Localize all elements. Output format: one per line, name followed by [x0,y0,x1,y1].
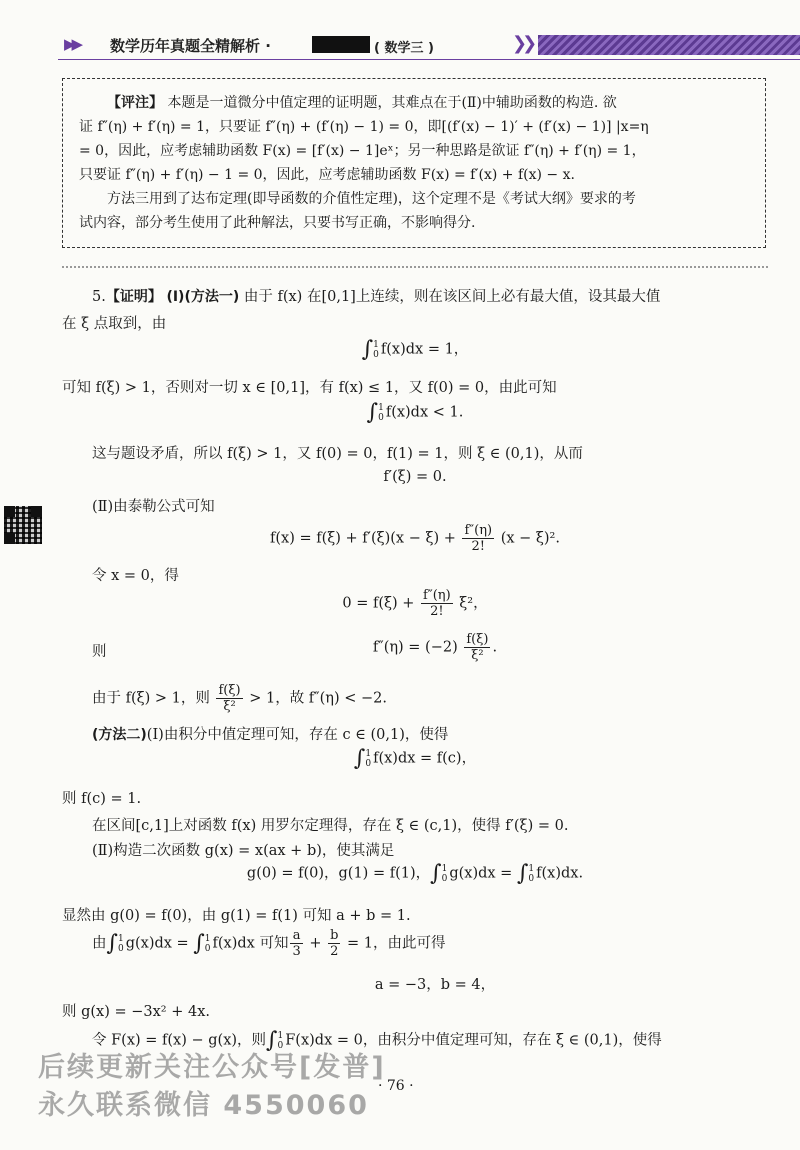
dotted-divider [62,266,768,268]
equation: a = −3，b = 4， [374,977,496,993]
eq-text: . [492,639,498,656]
eq-text: g(x)dx = [449,865,513,882]
header-rule [58,59,800,60]
proof-line [92,285,660,306]
proof-line [92,683,387,714]
book-subtitle: ( 数学三 ) [374,41,434,56]
denominator: 2 [330,944,339,959]
proof-line [92,928,446,959]
proof-line: 这与题设矛盾，所以 f(ξ) > 1，又 f(0) = 0，f(1) = 1，则 ξ ∈ (0,1)，从而 [92,446,583,462]
text: f(x)dx 可知 [212,935,289,952]
integral-limits: 1 0 [441,863,448,884]
integral-sign: ∫ [366,400,379,425]
equation [62,861,768,886]
proof-line: 显然由 g(0) = f(0)，由 g(1) = f(1) 可知 a + b = 1. [62,908,411,924]
eq-text: f(x) = f(ξ) + f′(ξ)(x − ξ) + [270,530,456,547]
proof-line: 令 x = 0，得 [92,568,179,584]
denominator: 2! [471,539,486,554]
denominator: ξ² [471,648,484,663]
integral-limits: 1 0 [365,748,372,769]
numerator: f″(η) [423,588,451,603]
fraction [421,588,453,619]
problem-number: 5. [92,289,106,305]
eq-text: (x − ξ)². [500,530,560,547]
eq-text: g(0) = f(0)，g(1) = f(1)， [246,865,431,882]
equation [82,632,788,663]
note-line [79,91,751,115]
fraction [290,928,302,959]
page-number: · 76 · [378,1078,414,1094]
chevron-right-icon: ❯❯ [512,33,533,54]
note-text: 方法三用到了达布定理(即导函数的介值性定理)，这个定理不是《考试大纲》要求的考 [107,191,636,207]
note-text: 只要证 f″(η) + f′(η) − 1 = 0，因此，应考虑辅助函数 F(x) = f′(x) + f(x) − x. [79,167,575,183]
proof-line [92,723,448,744]
eq-text: f(x)dx = f(c)， [373,750,477,767]
numerator: b [330,928,339,943]
double-arrow-icon: ▶▶ [64,35,80,53]
integral-sign: ∫ [106,931,118,956]
proof-line: 在区间[c,1]上对函数 f(x) 用罗尔定理得，存在 ξ ∈ (c,1)，使得 f′(ξ) = 0. [92,818,569,834]
denominator: 3 [292,944,301,959]
integral-sign: ∫ [516,861,529,886]
note-text: 本题是一道微分中值定理的证明题，其难点在于(Ⅱ)中辅助函数的构造. 欲 [167,95,617,111]
book-title: 数学历年真题全精解析 · [110,37,271,55]
text: 由 [92,935,107,952]
integral-limits: 1 0 [204,933,211,954]
proof-line: 则 f(c) = 1. [62,791,142,807]
integral-sign: ∫ [353,746,366,771]
fraction [464,632,490,663]
numerator: f(ξ) [466,632,489,647]
proof-line: 可知 f(ξ) > 1，否则对一切 x ∈ [0,1]，有 f(x) ≤ 1，又 f(0) = 0，由此可知 [62,380,557,396]
note-text: = 0，因此，应考虑辅助函数 F(x) = [f′(x) − 1]eˣ；另一种思路是欲证 f″(η) + f′(η) = 1， [79,143,646,159]
proof-line: 则 g(x) = −3x² + 4x. [62,1004,210,1020]
denominator: 2! [430,604,444,619]
fraction [462,523,494,554]
eq-text: f(x)dx. [536,865,584,882]
proof-line: 在 ξ 点取到，由 [62,316,167,332]
eq-text: ξ²， [459,595,488,612]
note-text: 证 f″(η) + f′(η) = 1，只要证 f″(η) + (f′(η) − 1) = 0，即[(f′(x) − 1)′ + (f′(x) − 1)] |x=η [79,119,649,135]
integral-sign: ∫ [266,1028,278,1053]
text: + [309,935,322,952]
text: F(x)dx = 0，由积分中值定理可知，存在 ξ ∈ (0,1)，使得 [285,1032,662,1049]
qr-code [4,506,42,544]
proof-line: (Ⅱ)构造二次函数 g(x) = x(ax + b)，使其满足 [92,843,395,859]
integral-sign: ∫ [361,337,374,362]
integral-sign: ∫ [430,861,442,886]
equation: f′(ξ) = 0. [383,469,447,485]
text: g(x)dx = [125,935,189,952]
numerator: a [290,928,302,944]
text: 令 F(x) = f(x) − g(x)，则 [92,1032,267,1049]
eq-text: 0 = f(ξ) + [342,595,415,612]
equation [62,337,768,362]
proof-line: (Ⅱ)由泰勒公式可知 [92,499,215,515]
integral-limits: 1 0 [528,863,535,884]
equation [62,523,768,554]
equation [62,400,768,425]
watermark-line: 永久联系微信 4550060 [38,1090,369,1121]
denominator: ξ² [223,699,236,714]
proof-line: 则 [92,644,107,660]
text: 由于 f(ξ) > 1，则 [92,690,210,707]
note-text: 试内容，部分考生使用了此种解法，只要书写正确，不影响得分. [79,215,476,231]
equation [62,588,768,619]
comment-box [62,78,766,248]
text: (Ⅰ)由积分中值定理可知，存在 c ∈ (0,1)，使得 [146,727,449,743]
integral-limits: 1 0 [117,933,124,954]
numerator: f″(η) [464,523,493,538]
header-decor-bar [538,35,800,55]
integral-limits: 1 0 [277,1030,284,1051]
text: 由于 f(x) 在[0,1]上连续，则在该区间上必有最大值，设其最大值 [243,289,661,305]
redaction-block [312,36,370,53]
page-header [58,30,800,60]
note-label: 【评注】 [107,95,163,111]
method-label: (Ⅰ)(方法一) [166,289,240,305]
fraction [216,683,242,714]
text: = 1，由此可得 [347,935,446,952]
integral-sign: ∫ [193,931,205,956]
text: > 1，故 f″(η) < −2. [249,690,387,707]
proof-tag: 【证明】 [105,289,162,305]
method-label: (方法二) [92,727,147,743]
numerator: f(ξ) [218,683,241,698]
eq-text: f″(η) = (−2) [372,639,458,656]
eq-text: f(x)dx < 1. [385,404,464,421]
integral-limits: 1 0 [378,402,384,423]
integral-limits: 1 0 [373,339,379,360]
watermark-line: 后续更新关注公众号[发普] [38,1052,386,1083]
eq-text: f(x)dx = 1， [380,341,469,358]
equation [62,746,768,771]
fraction [328,928,340,959]
